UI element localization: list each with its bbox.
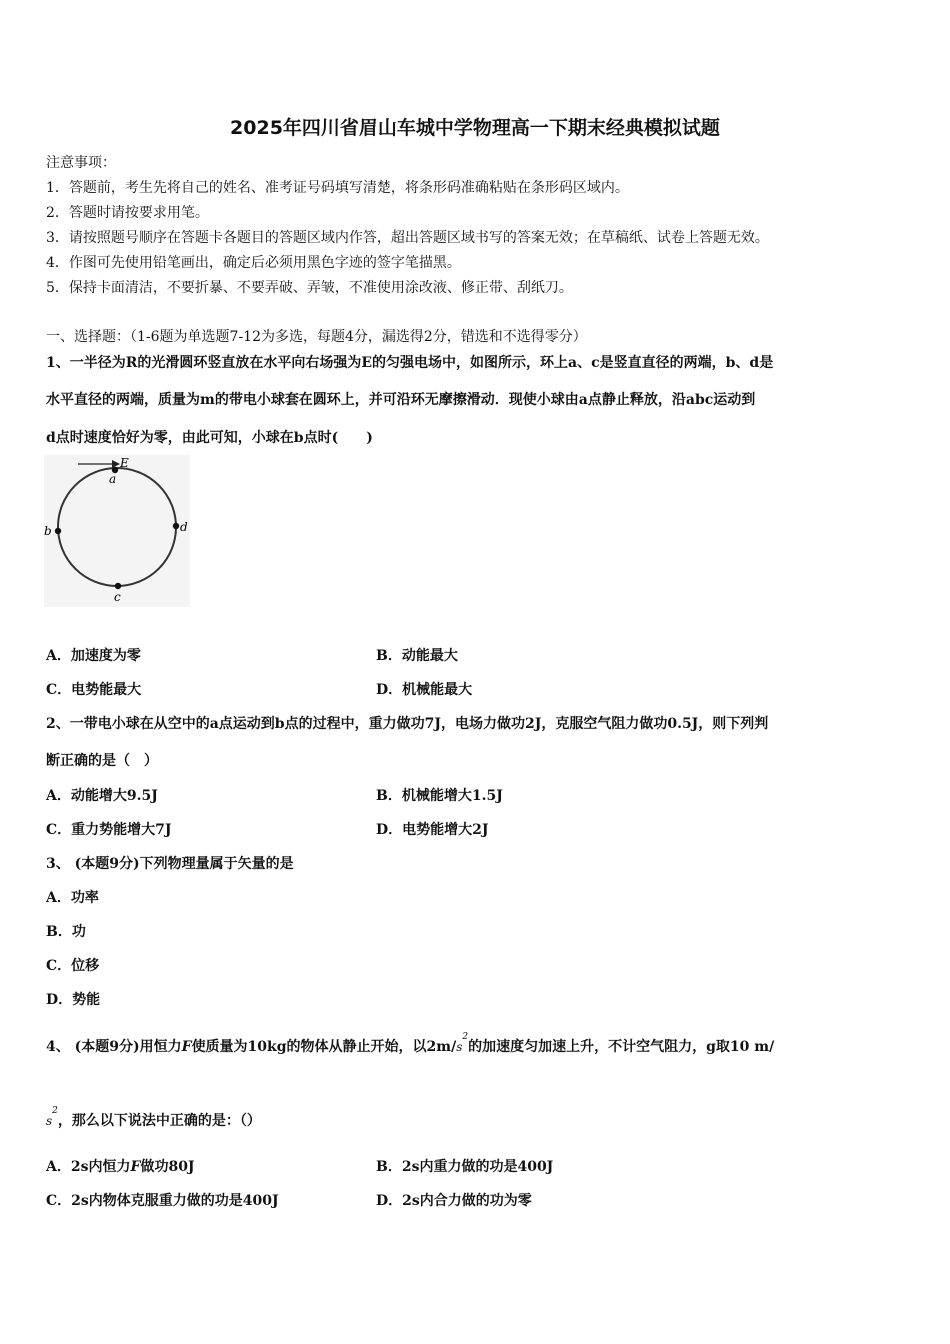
q1-circle-figure — [44, 455, 190, 607]
q1-stem: 1、一半径为R的光滑圆环竖直放在水平向右场强为E的匀强电场中，如图所示，环上a、c是竖直直径的两端，b、d是 — [46, 355, 774, 371]
q3-option-a[interactable]: A．功率 — [46, 890, 99, 906]
q4-option-a-force: F — [130, 1159, 141, 1175]
q4-option-a[interactable] — [46, 1156, 195, 1176]
notice-item: 5．保持卡面清洁，不要折暴、不要弄破、弄皱，不准使用涂改液、修正带、刮纸刀。 — [46, 280, 573, 296]
point-c — [115, 583, 121, 589]
point-b — [55, 528, 61, 534]
q1-option-b[interactable]: B．动能最大 — [376, 648, 458, 664]
label-c: c — [114, 590, 121, 604]
q4-s-unit-2: s — [46, 1114, 53, 1128]
q4-square-exponent-2: 2 — [52, 1106, 58, 1116]
q4-option-b[interactable]: B．2s内重力做的功是400J — [376, 1159, 554, 1175]
q4-option-c[interactable]: C．2s内物体克服重力做的功是400J — [46, 1193, 279, 1209]
notice-item: 2．答题时请按要求用笔。 — [46, 205, 209, 221]
q4-option-a-pre: A．2s内恒力 — [46, 1159, 131, 1175]
q2-stem: 断正确的是（ ） — [46, 753, 158, 769]
q3-stem: 3、 (本题9分)下列物理量属于矢量的是 — [46, 856, 294, 872]
exam-title: 2025年四川省眉山车城中学物理高一下期末经典模拟试题 — [230, 117, 720, 139]
q3-option-b[interactable]: B．功 — [46, 924, 86, 940]
q3-option-c[interactable]: C．位移 — [46, 958, 100, 974]
notice-item: 3．请按照题号顺序在答题卡各题目的答题区域内作答，超出答题区域书写的答案无效；在草稿纸、试卷上答题无效。 — [46, 230, 769, 246]
q4-force-symbol: F — [181, 1039, 192, 1055]
field-label: E — [120, 456, 129, 470]
q2-option-d[interactable]: D．电势能增大2J — [376, 822, 489, 838]
notice-heading: 注意事项： — [46, 155, 116, 171]
q1-stem: d点时速度恰好为零，由此可知，小球在b点时( ) — [46, 430, 373, 446]
notice-item: 1．答题前，考生先将自己的姓名、准考证号码填写清楚，将条形码准确粘贴在条形码区域内。 — [46, 180, 629, 196]
q4-stem-part2: 使质量为10kg的物体从静止开始，以2m/ — [191, 1039, 457, 1055]
q4-option-d[interactable]: D．2s内合力做的功为零 — [376, 1193, 532, 1209]
q1-option-d[interactable]: D．机械能最大 — [376, 682, 473, 698]
q2-option-c[interactable]: C．重力势能增大7J — [46, 822, 172, 838]
q2-stem: 2、一带电小球在从空中的a点运动到b点的过程中，重力做功7J，电场力做功2J，克服空气阻力做功0.5J，则下列判 — [46, 716, 769, 732]
q2-option-b[interactable]: B．机械能增大1.5J — [376, 788, 503, 804]
q4-stem-part3: 的加速度匀加速上升，不计空气阻力，g取10 m/ — [468, 1039, 775, 1055]
q1-stem: 水平直径的两端，质量为m的带电小球套在圆环上，并可沿环无摩擦滑动．现使小球由a点静止释放，沿abc运动到 — [46, 392, 756, 408]
q1-option-a[interactable]: A．加速度为零 — [46, 648, 141, 664]
label-d: d — [180, 520, 188, 534]
q4-option-a-post: 做功80J — [140, 1159, 195, 1175]
notice-item: 4．作图可先使用铅笔画出，确定后必须用黑色字迹的签字笔描黑。 — [46, 255, 461, 271]
point-d — [173, 523, 179, 529]
q4-s-unit: s — [456, 1040, 463, 1054]
q4-stem-line2 — [46, 1106, 261, 1130]
label-a: a — [109, 472, 117, 486]
label-b: b — [44, 524, 52, 538]
q4-stem — [46, 1032, 775, 1056]
q3-option-d[interactable]: D．势能 — [46, 992, 101, 1008]
q4-square-exponent: 2 — [462, 1032, 469, 1042]
section-heading: 一、选择题：（1-6题为单选题7-12为多选，每题4分，漏选得2分，错选和不选得零分） — [46, 329, 587, 345]
q2-option-a[interactable]: A．动能增大9.5J — [46, 788, 158, 804]
q4-stem-part1: 4、 (本题9分)用恒力 — [46, 1039, 182, 1055]
q1-option-c[interactable]: C．电势能最大 — [46, 682, 142, 698]
q4-stem-tail: ，那么以下说法中正确的是：（） — [57, 1113, 261, 1129]
